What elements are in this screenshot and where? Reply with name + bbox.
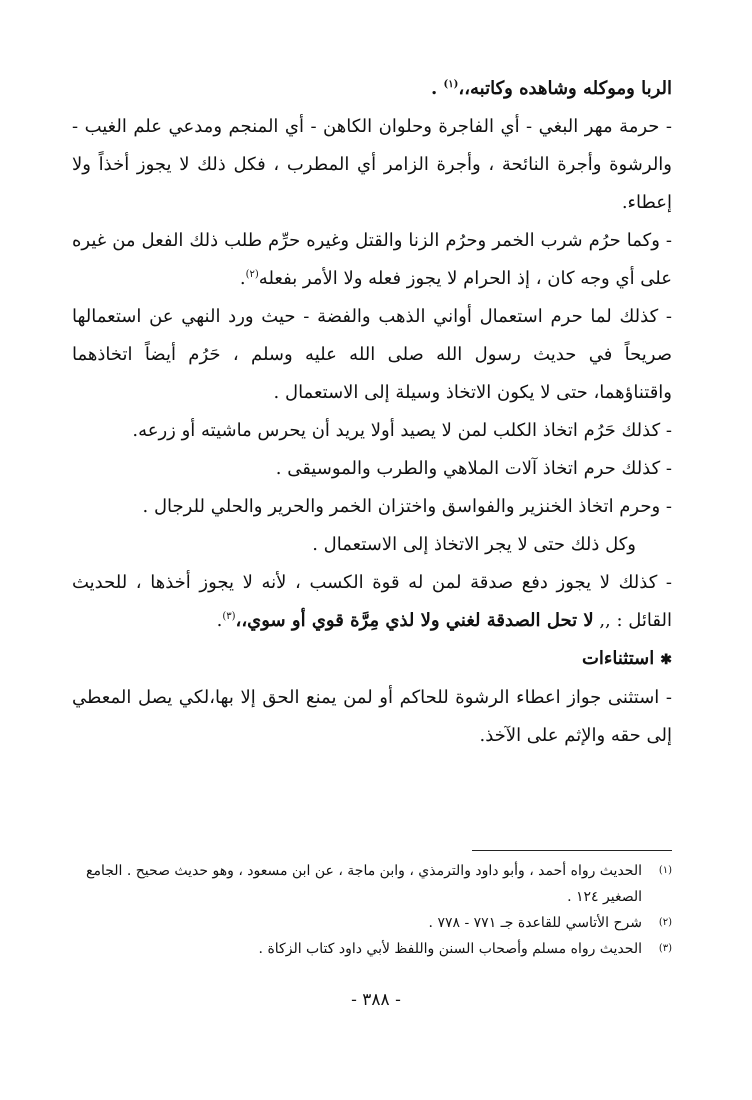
paragraph-6: - وحرم اتخاذ الخنزير والفواسق واختزان الخمر والحرير والحلي للرجال . bbox=[142, 496, 672, 517]
footnote-ref-2: (٢) bbox=[245, 269, 259, 280]
closing-quote: ،، bbox=[235, 610, 248, 631]
paragraph-3: - كذلك لما حرم استعمال أواني الذهب والفضة - حيث ورد النهي عن استعمالها صريحاً في حديث رسول الله صلى الله عليه وسلم ، حَرُم أيضاً اتخاذهما واقتناؤهما، حتى لا يكون الاتخاذ وسيلة إلى الاستعمال . bbox=[72, 306, 672, 403]
paragraph-2-tail: . bbox=[239, 268, 246, 289]
footnote-ref-3: (٣) bbox=[222, 611, 236, 622]
paragraph-4: - كذلك حَرُم اتخاذ الكلب لمن لا يصيد أولا يريد أن يحرس ماشيته أو زرعه. bbox=[132, 420, 672, 441]
footnote-2 bbox=[72, 910, 672, 936]
paragraph-0-tail: . bbox=[431, 78, 444, 99]
footnote-3 bbox=[72, 936, 672, 962]
footnote-ref-1: (١) bbox=[443, 79, 459, 90]
page-number: - ٣٨٨ - bbox=[351, 990, 401, 1010]
paragraph-8-text: - كذلك لا يجوز دفع صدقة لمن له قوة الكسب ، لأنه لا يجوز أخذها ، للحديث القائل : ,, bbox=[72, 572, 672, 631]
paragraph-8 bbox=[72, 564, 672, 640]
paragraph-2-text: - وكما حرُم شرب الخمر وحرُم الزنا والقتل وغيره حرِّم طلب ذلك الفعل من غيره على أي وجه كان ، إذ الحرام لا يجوز فعله ولا الأمر بفعله bbox=[72, 230, 672, 289]
star-icon: ✱ bbox=[660, 652, 672, 668]
paragraph-2 bbox=[72, 222, 672, 298]
main-text bbox=[72, 70, 672, 755]
paragraph-1: - حرمة مهر البغي - أي الفاجرة وحلوان الكاهن - أي المنجم ومدعي علم الغيب - والرشوة وأجرة النائحة ، وأجرة الزامر أي المطرب ، فكل ذلك لا يجوز أخذاً ولا إعطاء. bbox=[72, 116, 672, 213]
paragraph-0-text: الربا وموكله وشاهده وكاتبه،، bbox=[458, 78, 672, 99]
section-heading bbox=[72, 640, 672, 679]
paragraph-9: - استثنى جواز اعطاء الرشوة للحاكم أو لمن يمنع الحق إلا بها،لكي يصل المعطي إلى حقه والإثم على الآخذ. bbox=[72, 687, 672, 746]
footnote-divider bbox=[472, 850, 672, 851]
footnote-3-text: الحديث رواه مسلم وأصحاب السنن واللفظ لأبي داود كتاب الزكاة . bbox=[258, 941, 642, 957]
paragraph-0 bbox=[72, 70, 672, 108]
paragraph-8-tail: . bbox=[216, 610, 223, 631]
paragraph-7: وكل ذلك حتى لا يجر الاتخاذ إلى الاستعمال . bbox=[312, 534, 636, 555]
section-heading-text: استثناءات bbox=[581, 648, 655, 669]
footnote-3-number: (٣) bbox=[658, 943, 672, 954]
paragraph-5: - كذلك حرم اتخاذ آلات الملاهي والطرب والموسيقى . bbox=[275, 458, 672, 479]
footnote-1 bbox=[72, 858, 672, 910]
footnote-1-number: (١) bbox=[658, 865, 672, 876]
footnotes bbox=[72, 858, 672, 962]
footnote-2-number: (٢) bbox=[658, 917, 672, 928]
footnote-2-text: شرح الأتاسي للقاعدة جـ ٧٧١ - ٧٧٨ . bbox=[428, 915, 642, 931]
hadith-quote: لا تحل الصدقة لغني ولا لذي مِرَّة قوي أو سوي bbox=[247, 610, 594, 631]
footnote-1-text: الحديث رواه أحمد ، وأبو داود والترمذي ، وابن ماجة ، عن ابن مسعود ، وهو حديث صحيح . الجامع الصغير ١٢٤ . bbox=[86, 863, 642, 905]
